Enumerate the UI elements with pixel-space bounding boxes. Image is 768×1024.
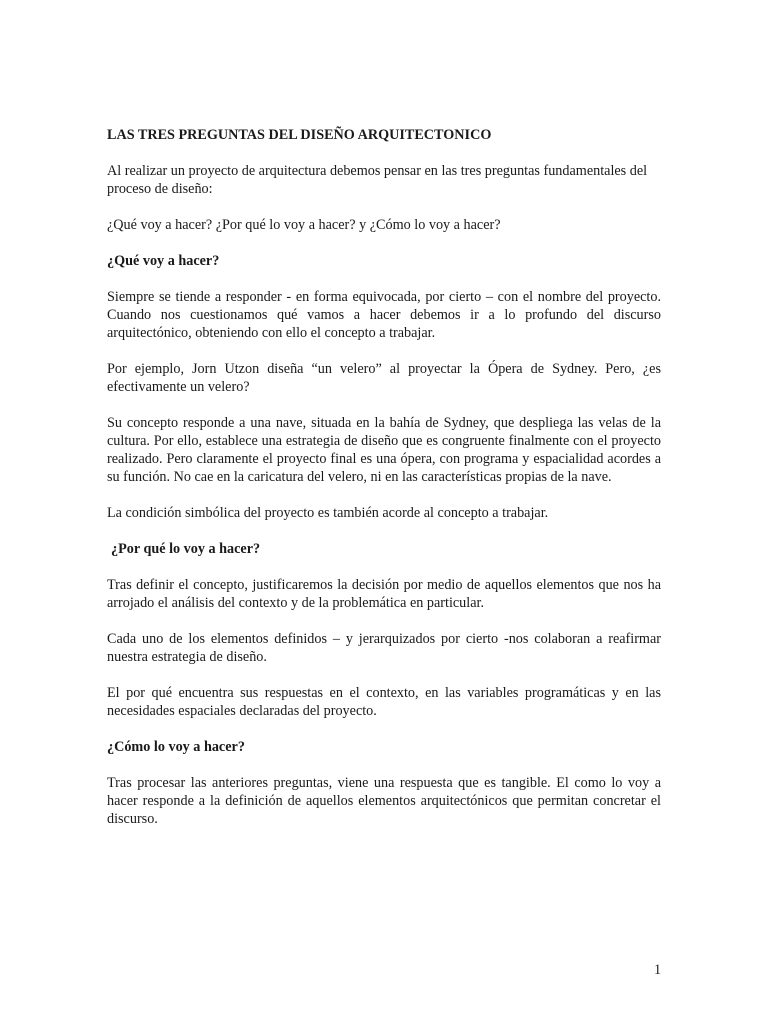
intro-paragraph: Al realizar un proyecto de arquitectura debemos pensar en las tres preguntas fundamentales del proceso de diseño: (107, 163, 648, 197)
paragraph: Siempre se tiende a responder - en forma equivocada, por cierto – con el nombre del proyecto. Cuando nos cuestionamos qué vamos a hacer debemos ir a lo profundo del discurso arquitectónico, obteniendo con ello el concepto a trabajar. (107, 289, 661, 341)
document-title: LAS TRES PREGUNTAS DEL DISEÑO ARQUITECTONICO (107, 127, 492, 143)
paragraph: Su concepto responde a una nave, situada en la bahía de Sydney, que despliega las velas de la cultura. Por ello, establece una estrategia de diseño que es congruente finalmente con el proyecto realizado. Pero claramente el proyecto final es una ópera, con programa y espacialidad acordes a su función. No cae en la caricatura del velero, ni en las características propias de la nave. (107, 415, 661, 485)
paragraph: Cada uno de los elementos definidos – y jerarquizados por cierto -nos colaboran a reafirmar nuestra estrategia de diseño. (107, 631, 661, 665)
section-heading-como: ¿Cómo lo voy a hacer? (107, 739, 245, 755)
paragraph: La condición simbólica del proyecto es también acorde al concepto a trabajar. (107, 505, 549, 521)
section-heading-por-que: ¿Por qué lo voy a hacer? (111, 541, 261, 557)
paragraph: El por qué encuentra sus respuestas en el contexto, en las variables programáticas y en las necesidades espaciales declaradas del proyecto. (107, 685, 661, 719)
paragraph: Por ejemplo, Jorn Utzon diseña “un velero” al proyectar la Ópera de Sydney. Pero, ¿es efectivamente un velero? (107, 361, 661, 395)
section-heading-que: ¿Qué voy a hacer? (107, 253, 220, 269)
paragraph: Tras definir el concepto, justificaremos la decisión por medio de aquellos elementos que nos ha arrojado el análisis del contexto y de la problemática en particular. (107, 577, 661, 611)
document-page (107, 126, 661, 846)
questions-line: ¿Qué voy a hacer? ¿Por qué lo voy a hacer? y ¿Cómo lo voy a hacer? (107, 217, 501, 233)
paragraph: Tras procesar las anteriores preguntas, viene una respuesta que es tangible. El como lo voy a hacer responde a la definición de aquellos elementos arquitectónicos que permitan concretar el discurso. (107, 775, 661, 827)
page-number: 1 (654, 962, 662, 978)
